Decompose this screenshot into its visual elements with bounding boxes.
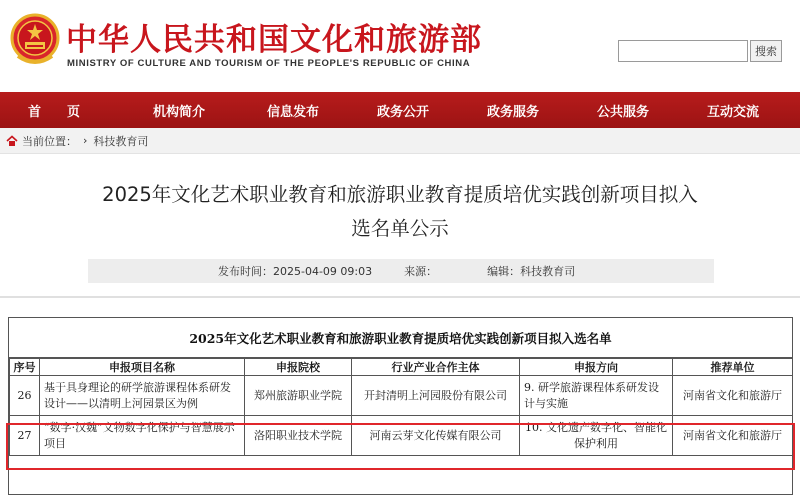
- nav-item-gov-affairs[interactable]: 政务公开: [376, 104, 429, 120]
- site-header: [0, 0, 800, 92]
- nav-item-about[interactable]: 机构简介: [152, 104, 205, 120]
- row-school: 郑州旅游职业学院: [245, 376, 352, 416]
- national-emblem-icon: [10, 12, 60, 68]
- article-meta: [88, 259, 714, 283]
- publish-time: 发布时间：2025-04-09 09:03: [218, 265, 373, 278]
- article-title-line2: 选名单公示: [351, 217, 449, 240]
- header-direction: 申报方向: [520, 359, 673, 376]
- table-row: [10, 376, 793, 416]
- breadcrumb: [0, 128, 800, 154]
- row-recommender: 河南省文化和旅游厅: [673, 376, 793, 416]
- row-partner: 河南云芽文化传媒有限公司: [352, 416, 520, 456]
- row-recommender: 河南省文化和旅游厅: [673, 416, 793, 456]
- list-table-image: [8, 317, 793, 495]
- row-school: 洛阳职业技术学院: [245, 416, 352, 456]
- site-title: 中华人民共和国文化和旅游部: [66, 22, 482, 58]
- table-row: [10, 416, 793, 456]
- breadcrumb-current[interactable]: 科技教育司: [93, 134, 149, 148]
- row-project: “数字·汉魏”文物数字化保护与智慧展示项目: [40, 416, 245, 456]
- article-editor: 编辑：科技教育司: [487, 265, 576, 278]
- home-icon[interactable]: [6, 135, 18, 147]
- content-divider: [0, 296, 800, 298]
- row-direction: 9. 研学旅游课程体系研发设计与实施: [520, 376, 673, 416]
- table-header-row: [10, 359, 793, 376]
- row-partner: 开封清明上河园股份有限公司: [352, 376, 520, 416]
- table-title: 2025年文化艺术职业教育和旅游职业教育提质培优实践创新项目拟入选名单: [9, 318, 792, 358]
- header-school: 申报院校: [245, 359, 352, 376]
- row-no: 26: [10, 376, 40, 416]
- candidate-table: [9, 358, 793, 456]
- breadcrumb-prefix: 当前位置：: [22, 134, 77, 148]
- search-button[interactable]: 搜索: [750, 40, 782, 62]
- article-title-line1: 2025年文化艺术职业教育和旅游职业教育提质培优实践创新项目拟入: [102, 183, 698, 206]
- site-subtitle: MINISTRY OF CULTURE AND TOURISM OF THE PEOPLE'S REPUBLIC OF CHINA: [67, 58, 471, 69]
- row-project: 基于具身理论的研学旅游课程体系研发设计——以清明上河园景区为例: [40, 376, 245, 416]
- article-title: [40, 178, 760, 246]
- nav-item-home[interactable]: 首 页: [27, 104, 80, 120]
- search-input[interactable]: [618, 40, 748, 62]
- main-nav: [0, 92, 800, 128]
- nav-item-public-services[interactable]: 公共服务: [596, 104, 649, 120]
- nav-item-news[interactable]: 信息发布: [266, 104, 319, 120]
- header-recommender: 推荐单位: [673, 359, 793, 376]
- header-project: 申报项目名称: [40, 359, 245, 376]
- nav-item-services[interactable]: 政务服务: [486, 104, 539, 120]
- nav-item-interaction[interactable]: 互动交流: [706, 104, 759, 120]
- row-no: 27: [10, 416, 40, 456]
- header-partner: 行业产业合作主体: [352, 359, 520, 376]
- breadcrumb-separator: ›: [83, 134, 88, 147]
- header-no: 序号: [10, 359, 40, 376]
- article-source: 来源：: [404, 265, 438, 278]
- row-direction: 10. 文化遗产数字化、智能化保护利用: [520, 416, 673, 456]
